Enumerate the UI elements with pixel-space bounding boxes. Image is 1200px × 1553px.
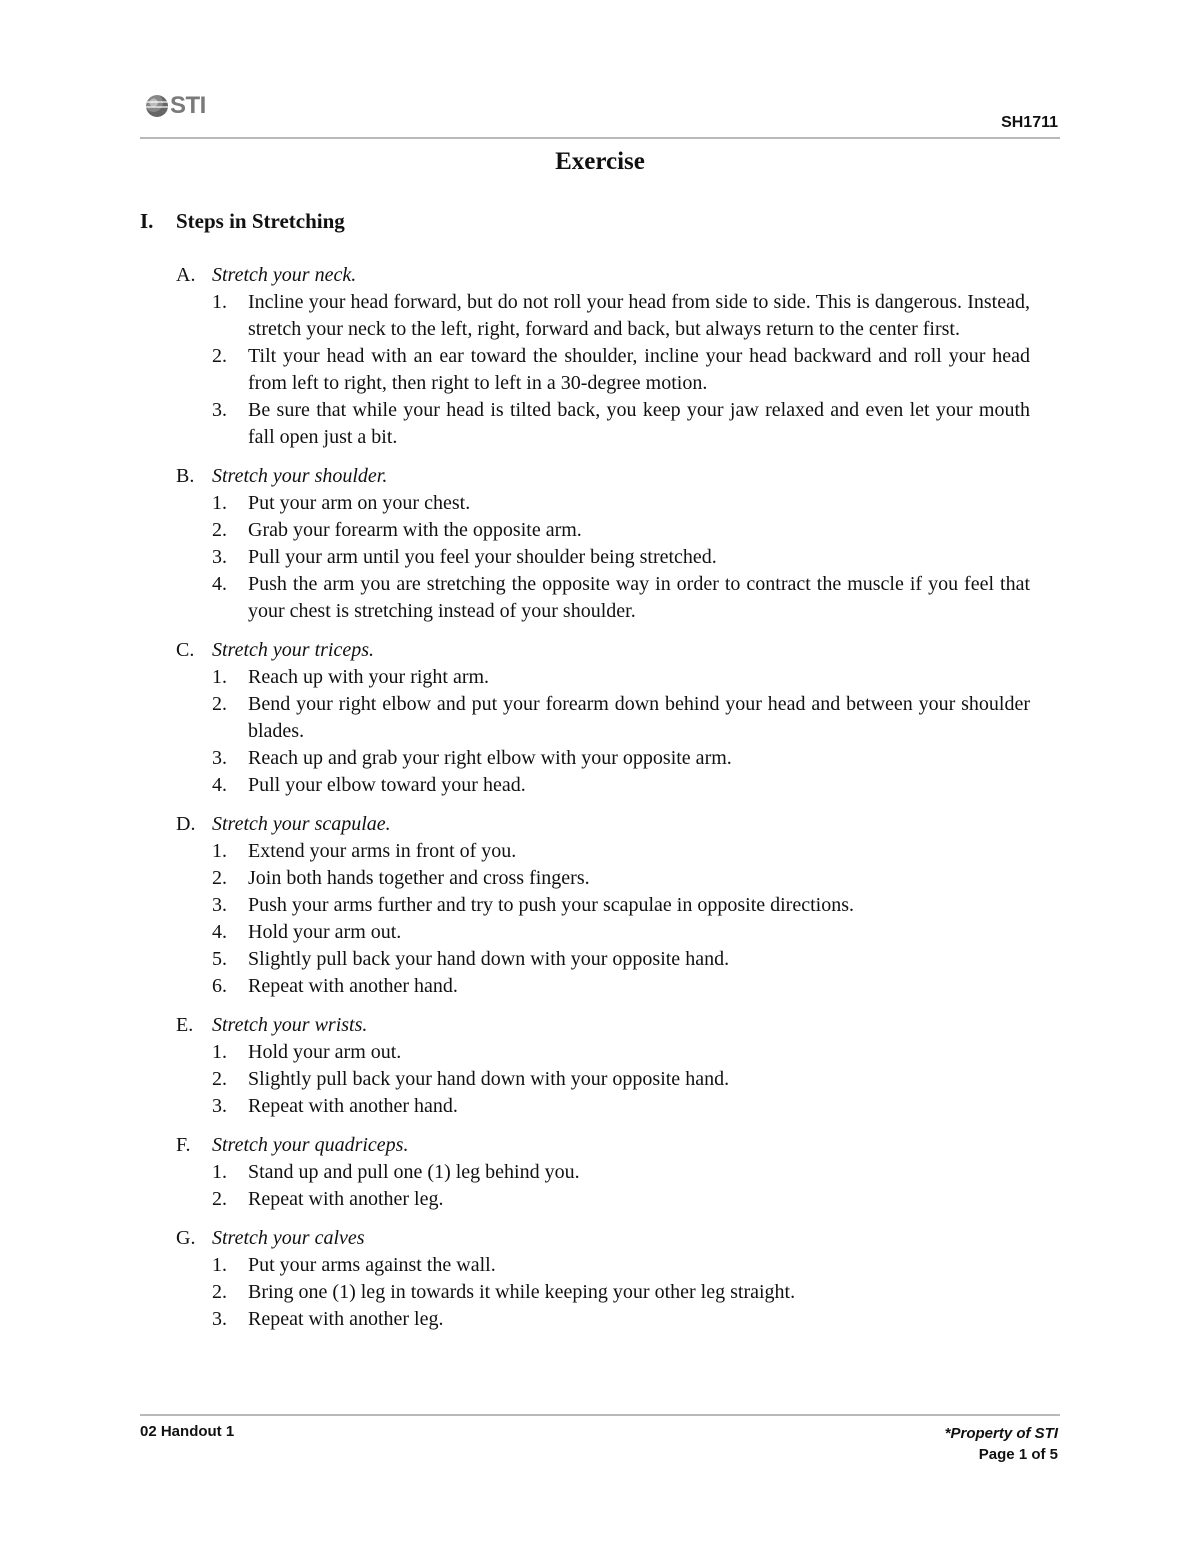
list-item	[212, 289, 1030, 343]
step-number: 6.	[212, 975, 227, 997]
list-item	[212, 571, 1030, 625]
step-text: Reach up with your right arm.	[248, 666, 490, 688]
step-text: Hold your arm out.	[248, 921, 402, 943]
subsection-letter: G.	[176, 1227, 196, 1249]
step-text: Repeat with another leg.	[248, 1308, 444, 1330]
step-text: Slightly pull back your hand down with your opposite hand.	[248, 1068, 730, 1090]
page-title: Exercise	[555, 148, 645, 175]
subsection	[176, 1012, 1030, 1120]
step-text: Bend your right elbow and put your forearm down behind your head and between your shoulder blades.	[248, 693, 1030, 742]
subsection	[176, 262, 1030, 451]
step-text: Pull your elbow toward your head.	[248, 774, 526, 796]
section-title: Steps in Stretching	[176, 209, 345, 233]
step-text: Push the arm you are stretching the opposite way in order to contract the muscle if you feel that your chest is stretching instead of your shoulder.	[248, 573, 1030, 622]
list-item	[212, 772, 1030, 799]
subsection-heading	[176, 463, 1030, 490]
step-text: Grab your forearm with the opposite arm.	[248, 519, 582, 541]
subsection-title: Stretch your calves	[212, 1227, 365, 1249]
subsection	[176, 637, 1030, 799]
list-item	[212, 1093, 1030, 1120]
list-item	[212, 838, 1030, 865]
step-text: Push your arms further and try to push your scapulae in opposite directions.	[248, 894, 854, 916]
step-text: Be sure that while your head is tilted back, you keep your jaw relaxed and even let your mouth fall open just a bit.	[248, 399, 1030, 448]
list-item	[212, 745, 1030, 772]
list-item	[212, 517, 1030, 544]
sti-logo	[146, 92, 206, 120]
step-number: 1.	[212, 666, 227, 688]
step-number: 1.	[212, 1041, 227, 1063]
list-item	[212, 544, 1030, 571]
subsection-title: Stretch your wrists.	[212, 1014, 368, 1036]
step-list	[176, 1159, 1030, 1213]
step-number: 3.	[212, 894, 227, 916]
handout-label: 02 Handout 1	[140, 1423, 235, 1440]
step-list	[176, 838, 1030, 1000]
step-number: 3.	[212, 399, 227, 421]
subsection	[176, 463, 1030, 625]
subsection-list	[140, 262, 1030, 1333]
document-body	[140, 209, 1030, 1345]
step-list	[176, 664, 1030, 799]
subsection-heading	[176, 1225, 1030, 1252]
step-text: Reach up and grab your right elbow with your opposite arm.	[248, 747, 732, 769]
header-divider	[140, 137, 1060, 139]
list-item	[212, 865, 1030, 892]
list-item	[212, 1039, 1030, 1066]
subsection-heading	[176, 811, 1030, 838]
footer-right	[945, 1423, 1058, 1465]
step-text: Repeat with another hand.	[248, 1095, 458, 1117]
subsection-heading	[176, 1132, 1030, 1159]
step-text: Hold your arm out.	[248, 1041, 402, 1063]
step-text: Repeat with another hand.	[248, 975, 458, 997]
step-number: 3.	[212, 747, 227, 769]
document-code: SH1711	[1001, 114, 1058, 131]
step-text: Extend your arms in front of you.	[248, 840, 517, 862]
subsection-title: Stretch your scapulae.	[212, 813, 391, 835]
list-item	[212, 1306, 1030, 1333]
subsection-letter: D.	[176, 813, 196, 835]
step-list	[176, 289, 1030, 451]
list-item	[212, 490, 1030, 517]
list-item	[212, 1159, 1030, 1186]
step-number: 3.	[212, 1308, 227, 1330]
step-text: Bring one (1) leg in towards it while keeping your other leg straight.	[248, 1281, 796, 1303]
section-heading	[140, 209, 1030, 234]
list-item	[212, 1252, 1030, 1279]
step-number: 4.	[212, 573, 227, 595]
step-text: Slightly pull back your hand down with your opposite hand.	[248, 948, 730, 970]
step-number: 1.	[212, 1161, 227, 1183]
subsection-letter: E.	[176, 1014, 194, 1036]
subsection-title: Stretch your triceps.	[212, 639, 375, 661]
subsection-heading	[176, 637, 1030, 664]
step-list	[176, 490, 1030, 625]
step-number: 2.	[212, 519, 227, 541]
list-item	[212, 691, 1030, 745]
step-number: 1.	[212, 1254, 227, 1276]
subsection-title: Stretch your quadriceps.	[212, 1134, 409, 1156]
step-number: 1.	[212, 840, 227, 862]
list-item	[212, 946, 1030, 973]
step-text: Tilt your head with an ear toward the shoulder, incline your head backward and roll your head from left to right, then right to left in a 30-degree motion.	[248, 345, 1030, 394]
step-number: 2.	[212, 345, 227, 367]
subsection-letter: B.	[176, 465, 195, 487]
step-number: 2.	[212, 1068, 227, 1090]
step-number: 2.	[212, 1281, 227, 1303]
page-number: Page 1 of 5	[978, 1446, 1058, 1463]
section-number: I.	[140, 209, 154, 233]
step-list	[176, 1039, 1030, 1120]
subsection-title: Stretch your shoulder.	[212, 465, 388, 487]
step-number: 1.	[212, 291, 227, 313]
list-item	[212, 397, 1030, 451]
step-number: 4.	[212, 774, 227, 796]
logo-text: STI	[170, 92, 206, 119]
list-item	[212, 664, 1030, 691]
subsection	[176, 1225, 1030, 1333]
step-number: 4.	[212, 921, 227, 943]
step-number: 2.	[212, 693, 227, 715]
step-number: 1.	[212, 492, 227, 514]
step-number: 2.	[212, 867, 227, 889]
subsection-letter: C.	[176, 639, 195, 661]
subsection	[176, 1132, 1030, 1213]
subsection-title: Stretch your neck.	[212, 264, 357, 286]
step-text: Stand up and pull one (1) leg behind you.	[248, 1161, 580, 1183]
step-text: Join both hands together and cross fingers.	[248, 867, 590, 889]
subsection-heading	[176, 262, 1030, 289]
step-number: 3.	[212, 1095, 227, 1117]
subsection-heading	[176, 1012, 1030, 1039]
step-text: Incline your head forward, but do not roll your head from side to side. This is dangerous. Instead, stretch your neck to the left, right, forward and back, but always return to the center first.	[248, 291, 1030, 340]
list-item	[212, 973, 1030, 1000]
step-number: 5.	[212, 948, 227, 970]
list-item	[212, 892, 1030, 919]
list-item	[212, 1279, 1030, 1306]
list-item	[212, 1186, 1030, 1213]
subsection-letter: A.	[176, 264, 196, 286]
subsection-letter: F.	[176, 1134, 191, 1156]
step-number: 2.	[212, 1188, 227, 1210]
list-item	[212, 919, 1030, 946]
footer-divider	[140, 1414, 1060, 1416]
step-number: 3.	[212, 546, 227, 568]
step-text: Put your arm on your chest.	[248, 492, 471, 514]
globe-icon	[146, 95, 168, 117]
list-item	[212, 1066, 1030, 1093]
step-text: Repeat with another leg.	[248, 1188, 444, 1210]
list-item	[212, 343, 1030, 397]
property-note: *Property of STI	[944, 1425, 1058, 1442]
subsection	[176, 811, 1030, 1000]
step-text: Put your arms against the wall.	[248, 1254, 496, 1276]
step-text: Pull your arm until you feel your shoulder being stretched.	[248, 546, 717, 568]
step-list	[176, 1252, 1030, 1333]
